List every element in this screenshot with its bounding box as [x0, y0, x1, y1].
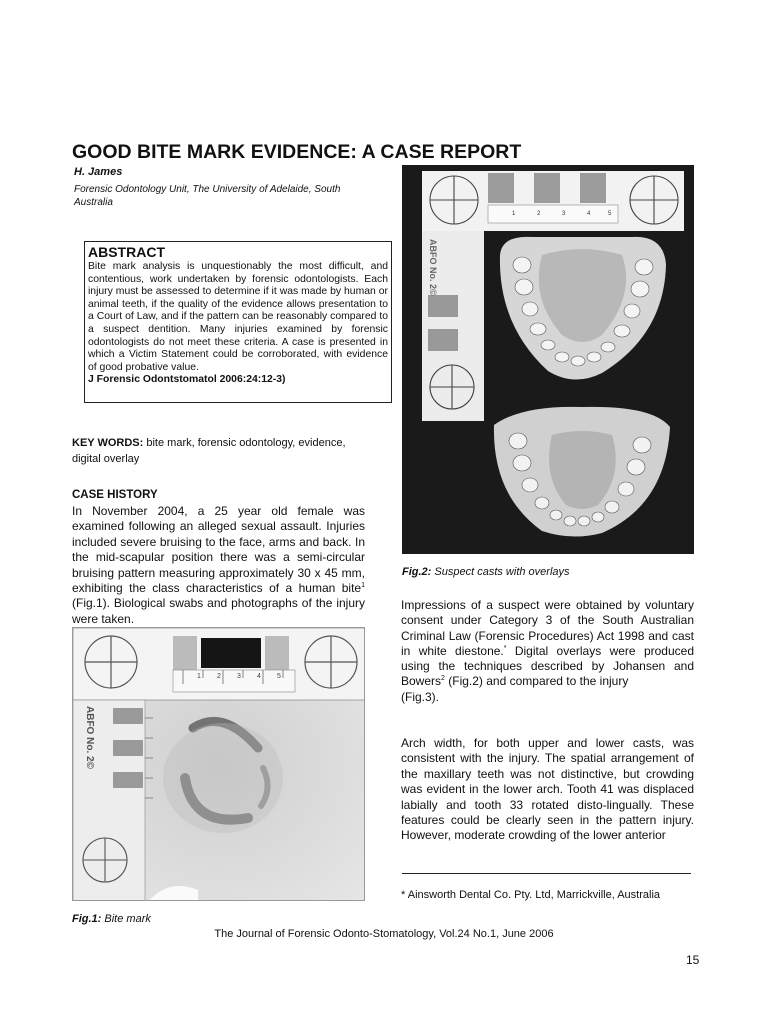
abstract-box: [84, 241, 392, 403]
fig1-ruler-4: 4: [257, 673, 261, 680]
journal-footer: [0, 928, 768, 940]
case-history-body: In November 2004, a 25 year old female was examined following an alleged sexual assault. Injuries included severe bruising to the face, arms and back. In the mid-scapular position there was a semi-circular bruising pattern measuring approximately 30 x 45 mm, exhibiting the class characteristics of a human bite: [72, 504, 365, 596]
figure-2-dental-casts: [402, 165, 694, 554]
figure-2-caption: [402, 566, 570, 578]
fig2-scale-label: ABFO No. 2©: [428, 239, 438, 296]
author-name: H. James: [74, 166, 123, 178]
fig1-ruler-5: 5: [277, 673, 281, 680]
figure-2-image: [402, 165, 694, 554]
body-paragraph-1: [401, 598, 694, 705]
figure-1-bite-mark-photo: [72, 627, 365, 901]
paragraph-1-middle: Digital overlays were produced using the techniques described by Johansen and Bowers: [401, 643, 694, 689]
keywords-text: bite mark, forensic odontology, evidence, digital overlay: [72, 437, 346, 465]
figure-1-caption-text: Bite mark: [101, 913, 151, 925]
fig1-ruler-3: 3: [237, 673, 241, 680]
keywords: [72, 435, 372, 467]
reference-marker: 1: [361, 582, 365, 590]
fig2-ruler-2: 2: [537, 211, 541, 217]
case-history-heading: CASE HISTORY: [72, 489, 158, 501]
page-number: 15: [686, 953, 700, 967]
body-paragraph-2: Arch width, for both upper and lower casts, was consistent with the injury. The spatial arrangement of the maxillary teeth was not distinctive, but crowding was evident in the lower arch. Tooth 41 was displaced labially and tooth 33 rotated disto-lingually. These features could be clearly seen in the pattern injury. However, moderate crowding of the lower anterior: [401, 736, 694, 843]
fig1-scale-label: ABFO No. 2©: [84, 706, 95, 769]
figure-2-caption-text: Suspect casts with overlays: [431, 566, 570, 578]
fig2-ruler-3: 3: [562, 211, 566, 217]
fig1-ruler-2: 2: [217, 673, 221, 680]
figure-2-label: Fig.2:: [402, 566, 432, 578]
figure-1-image: [73, 628, 365, 901]
paragraph-1-text: Impressions of a suspect were obtained by voluntary consent under Category 3 of the South Australian Criminal Law (Forensic Procedures) Act 1998 and cast in white diestone.: [401, 598, 694, 658]
fig2-ruler-4: 4: [587, 211, 591, 217]
figure-1-label: Fig.1:: [72, 913, 102, 925]
figure-3-reference: (Fig.3).: [401, 689, 440, 704]
paragraph-1-end: (Fig.2) and compared to the injury: [444, 674, 629, 689]
journal-citation: The Journal of Forensic Odonto-Stomatology, Vol.24 No.1, June 2006: [214, 928, 554, 940]
footnote-divider: [402, 873, 691, 874]
fig1-ruler-1: 1: [197, 673, 201, 680]
keywords-label: KEY WORDS:: [72, 437, 144, 449]
footnote-marker: *: [503, 644, 507, 652]
case-history-text: [72, 504, 365, 627]
abstract-heading: ABSTRACT: [88, 244, 165, 260]
abstract-text: Bite mark analysis is unquestionably the most difficult, and contentious, work undertaken by forensic odontologists. Each injury must be assessed to determine if it was made by human or animal teeth, if the quality of the evidence allows presentation to a Court of Law, and if the pattern can be reasonably compared to a suspect dentition. Many injuries examined by forensic odontologists do not meet these criteria. A case is presented in which a Victim Statement could be corroborated, with evidence of good probative value.: [88, 261, 388, 373]
figure-1-caption: [72, 913, 151, 925]
case-history-body-end: (Fig.1). Biological swabs and photographs of the injury were taken.: [72, 596, 365, 626]
abstract-citation: J Forensic Odontstomatol 2006:24:12-3): [88, 374, 286, 386]
article-title: GOOD BITE MARK EVIDENCE: A CASE REPORT: [72, 141, 522, 163]
fig2-ruler-1: 1: [512, 211, 516, 217]
author-affiliation: Forensic Odontology Unit, The University of Adelaide, South Australia: [74, 184, 341, 208]
footnote: * Ainsworth Dental Co. Pty. Ltd, Marrickville, Australia: [401, 889, 661, 901]
fig2-ruler-5: 5: [608, 211, 612, 217]
reference-marker-2: 2: [441, 675, 445, 683]
